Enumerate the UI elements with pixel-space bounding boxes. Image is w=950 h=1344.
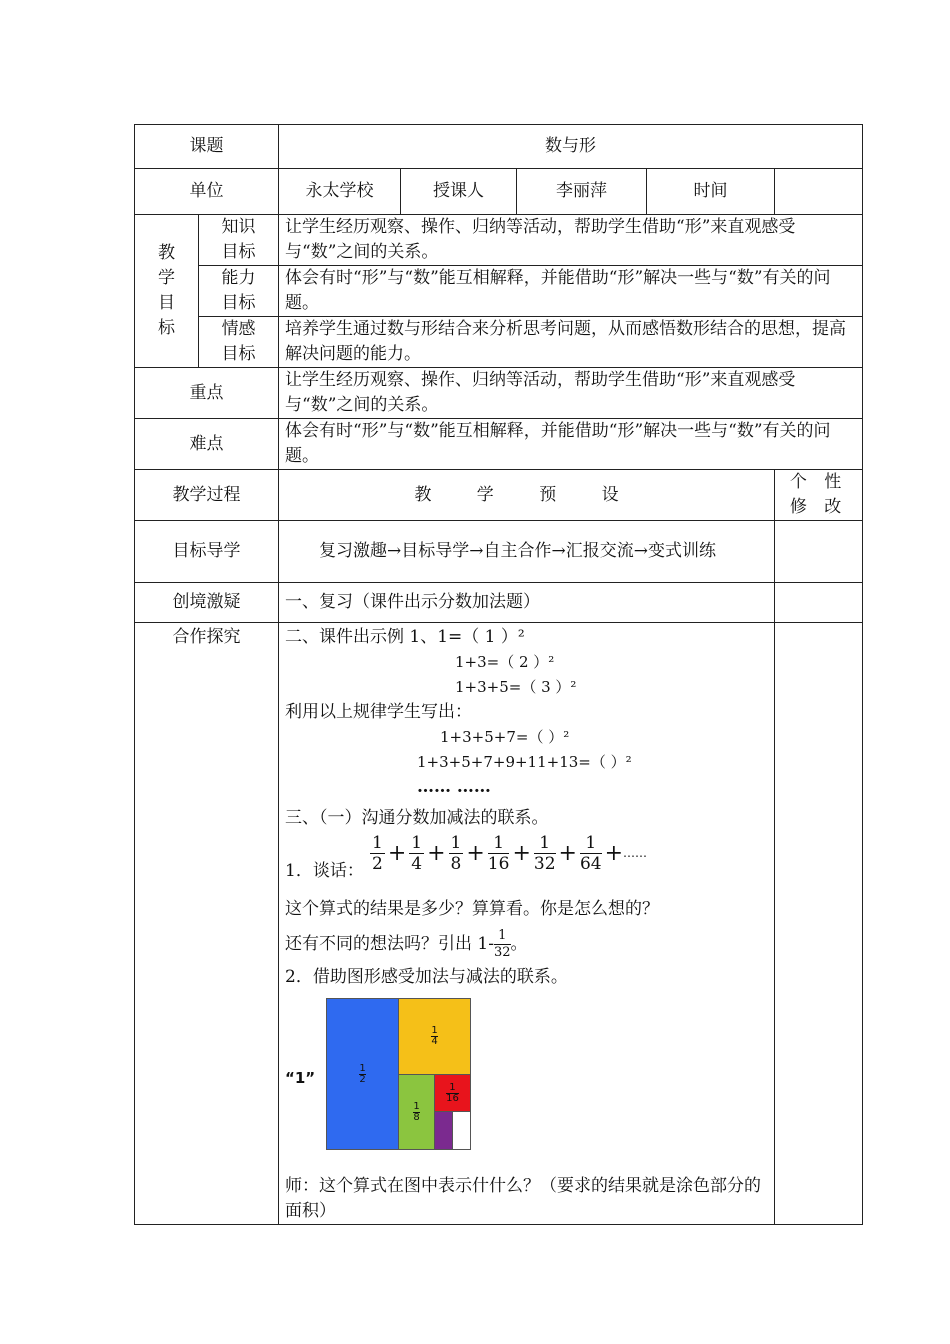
key-point-text: 让学生经历观察、操作、归纳等活动，帮助学生借助“形”来直观感受与“数”之间的关系。 — [279, 368, 863, 419]
topic-label: 课题 — [135, 125, 279, 169]
series-fraction — [488, 833, 510, 874]
fraction-denominator: 2 — [359, 1073, 366, 1085]
fraction-denominator: 64 — [579, 854, 602, 874]
example-line-3: 1+3+5=（ 3 ）² — [455, 678, 577, 696]
teacher-label: 授课人 — [401, 169, 517, 215]
series-fraction — [409, 833, 424, 874]
talk-label: 1．谈话： — [285, 861, 364, 881]
plus-sign: + — [427, 841, 446, 866]
goals-char: 学 — [158, 268, 175, 288]
fraction-numerator: 1 — [372, 833, 383, 853]
plus-sign: + — [604, 841, 624, 866]
goals-char: 标 — [158, 318, 175, 338]
modify-header-text: 个 性 修 改 — [789, 472, 848, 517]
plus-sign: + — [558, 841, 577, 866]
section-3-title: 三、（一）沟通分数加减法的联系。 — [285, 808, 549, 828]
step-2-text: 2．借助图形感受加法与减法的联系。 — [285, 967, 568, 987]
difficulty-text: 体会有时“形”与“数”能互相解释，并能借助“形”解决一些与“数”有关的问题。 — [279, 419, 863, 470]
unit-value: 永太学校 — [279, 169, 401, 215]
series-line — [285, 831, 768, 883]
example-line-5: 1+3+5+7+9+11+13=（ ）² — [417, 753, 632, 771]
question-1: 这个算式的结果是多少？算算看。你是怎么想的？ — [285, 899, 659, 919]
half-block — [326, 998, 399, 1150]
fraction-numerator: 1 — [488, 833, 510, 854]
series-fraction — [449, 833, 464, 874]
goal-label-line: 知识 — [221, 217, 256, 237]
goal-label-line: 目标 — [221, 293, 256, 313]
goal-label-line: 能力 — [221, 268, 256, 288]
half-fraction — [359, 1064, 365, 1085]
lesson-plan-table — [134, 124, 863, 1225]
fraction-denominator: 2 — [372, 854, 383, 874]
goal-label-line: 目标 — [221, 242, 256, 262]
design-header — [279, 470, 775, 521]
goals-char: 教 — [158, 243, 175, 263]
continuation-dots: …… …… — [417, 777, 491, 797]
example-line-4: 1+3+5+7=（ ）² — [440, 728, 570, 746]
goals-char: 目 — [158, 293, 175, 313]
eighth-block — [398, 1074, 435, 1150]
fraction-numerator: 1 — [431, 1025, 438, 1036]
unit-label: 单位 — [135, 169, 279, 215]
goal-label-line: 目标 — [221, 344, 256, 364]
series-ellipsis: …… — [623, 846, 648, 860]
empty-block — [452, 1111, 471, 1150]
fraction-numerator: 1 — [446, 1083, 459, 1094]
goal-text-emotion: 培养学生通过数与形结合来分析思考问题，从而感悟数形结合的思想，提高解决问题的能力。 — [279, 317, 863, 368]
modify-header — [775, 470, 863, 521]
plus-sign: + — [512, 841, 531, 866]
fraction-denominator: 32 — [533, 854, 556, 874]
process-label: 教学过程 — [135, 470, 279, 521]
goals-group-label — [135, 215, 199, 368]
goal-text-knowledge: 让学生经历观察、操作、归纳等活动，帮助学生借助“形”来直观感受与“数”之间的关系。 — [279, 215, 863, 266]
fraction-denominator: 8 — [450, 854, 462, 874]
sixteenth-block — [434, 1074, 471, 1112]
goal-label-emotion — [199, 317, 279, 368]
fraction-denominator: 8 — [413, 1111, 420, 1123]
rule-text: 利用以上规律学生写出： — [285, 702, 472, 722]
fraction-numerator: 1 — [580, 833, 602, 854]
fraction-one-32nd — [494, 928, 511, 961]
series-fraction — [580, 833, 602, 874]
example-intro: 二、课件出示例 1、1=（ 1 ）² — [285, 627, 525, 647]
whole-unit-label: “1” — [285, 1069, 316, 1087]
question-2-end: 。 — [510, 934, 528, 954]
thirtysecond-block — [434, 1111, 453, 1150]
example-line-2: 1+3=（ 2 ）² — [455, 653, 555, 671]
fraction-numerator: 1 — [413, 1100, 420, 1112]
teacher-question: 师：这个算式在图中表示什什么？（要求的结果就是涂色部分的面积） — [285, 1176, 761, 1221]
situation-text: 一、复习（课件出示分数加法题） — [279, 583, 775, 623]
design-header-text: 教 学 预 设 — [414, 484, 639, 505]
goal-label-line: 情感 — [221, 319, 256, 339]
goal-label-knowledge — [199, 215, 279, 266]
question-2 — [285, 928, 768, 961]
explore-content — [279, 623, 775, 1225]
sixteenth-fraction — [446, 1083, 459, 1104]
fraction-denominator: 4 — [431, 1036, 438, 1047]
plus-sign: + — [387, 841, 407, 866]
explore-label: 合作探究 — [135, 623, 279, 1225]
topic-value: 数与形 — [279, 125, 863, 169]
series-fraction — [534, 833, 556, 874]
quarter-block — [398, 998, 471, 1075]
question-2-text: 还有不同的想法吗？引出 1- — [285, 934, 494, 954]
fraction-numerator: 1 — [494, 928, 511, 945]
fraction-numerator: 1 — [411, 833, 423, 853]
time-value — [775, 169, 863, 215]
teacher-value: 李丽萍 — [517, 169, 647, 215]
fraction-denominator: 4 — [411, 854, 423, 874]
fraction-numerator: 1 — [450, 833, 462, 853]
goal-label-ability — [199, 266, 279, 317]
fraction-denominator: 16 — [446, 1092, 459, 1104]
time-label: 时间 — [647, 169, 775, 215]
guide-text: 复习激趣→目标导学→自主合作→汇报交流→变式训练 — [279, 521, 775, 583]
fraction-numerator: 1 — [359, 1062, 366, 1074]
key-point-label: 重点 — [135, 368, 279, 419]
series-fraction — [370, 833, 385, 874]
plus-sign: + — [466, 841, 485, 866]
goal-text-ability: 体会有时“形”与“数”能互相解释，并能借助“形”解决一些与“数”有关的问题。 — [279, 266, 863, 317]
fraction-denominator: 32 — [493, 945, 511, 960]
guide-label: 目标导学 — [135, 521, 279, 583]
guide-modify — [775, 521, 863, 583]
difficulty-label: 难点 — [135, 419, 279, 470]
fraction-area-figure — [285, 996, 768, 1160]
eighth-fraction — [413, 1102, 419, 1123]
fraction-numerator: 1 — [534, 833, 556, 854]
situation-modify — [775, 583, 863, 623]
fraction-denominator: 16 — [487, 854, 510, 874]
explore-modify — [775, 623, 863, 1225]
situation-label: 创境激疑 — [135, 583, 279, 623]
quarter-fraction — [431, 1026, 437, 1047]
fraction-series — [367, 833, 647, 874]
